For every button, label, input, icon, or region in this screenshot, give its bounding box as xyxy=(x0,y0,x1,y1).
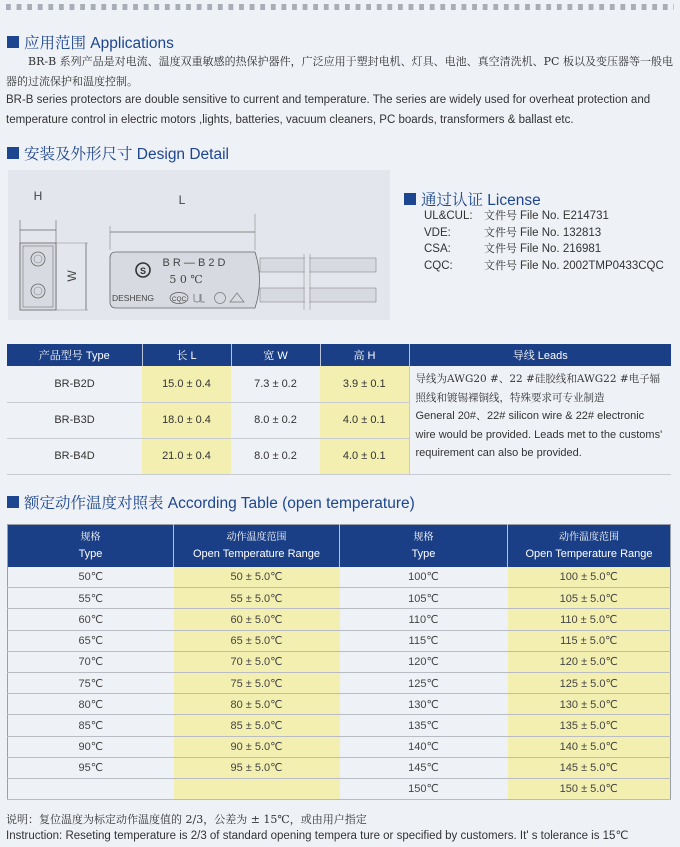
table-row xyxy=(8,757,671,778)
applications-heading xyxy=(7,31,174,53)
license-cn: 文件号 xyxy=(484,225,517,239)
cell-range: 95 ± 5.0℃ xyxy=(174,757,340,778)
table-row xyxy=(7,366,671,402)
table-row xyxy=(8,778,671,799)
cell-type: 80℃ xyxy=(8,694,174,715)
design-heading-text: 安装及外形尺寸 Design Detail xyxy=(24,146,229,163)
table-row xyxy=(8,736,671,757)
cell-range: 140 ± 5.0℃ xyxy=(508,736,671,757)
license-row xyxy=(424,258,664,275)
cell-range: 145 ± 5.0℃ xyxy=(508,757,671,778)
cell-type: 75℃ xyxy=(8,672,174,693)
cell-type: 150℃ xyxy=(340,778,508,799)
header-type-cn: 规格 xyxy=(80,531,101,543)
header-height: 高 H xyxy=(320,344,409,366)
table-row xyxy=(8,588,671,609)
license-value: File No. E214731 xyxy=(520,210,609,222)
section-square-icon xyxy=(7,496,19,508)
cell-range: 130 ± 5.0℃ xyxy=(508,694,671,715)
cell-range: 65 ± 5.0℃ xyxy=(174,630,340,651)
cell-range: 150 ± 5.0℃ xyxy=(508,778,671,799)
header-range-2 xyxy=(508,525,671,567)
label-l: L xyxy=(178,193,186,207)
license-row xyxy=(424,225,664,242)
license-row xyxy=(424,241,664,258)
table-row xyxy=(8,651,671,672)
license-key: VDE: xyxy=(424,226,451,239)
cell-type: 55℃ xyxy=(8,588,174,609)
cell-range: 105 ± 5.0℃ xyxy=(508,588,671,609)
cell-range: 125 ± 5.0℃ xyxy=(508,672,671,693)
cell-range xyxy=(174,778,340,799)
license-cn: 文件号 xyxy=(484,242,517,255)
cell-length: 15.0 ± 0.4 xyxy=(142,366,231,402)
license-key: CQC: xyxy=(424,259,453,272)
note-cn: 说明：复位温度为标定动作温度值的 2/3，公差为 ± 15℃，或由用户指定 xyxy=(6,813,367,826)
cell-type: 60℃ xyxy=(8,609,174,630)
cell-width: 8.0 ± 0.2 xyxy=(231,438,320,474)
table-row xyxy=(8,630,671,651)
license-heading xyxy=(404,188,541,210)
header-type-1 xyxy=(8,525,174,567)
note-en: Instruction: Reseting temperature is 2/3 of standard opening tempera ture or specified by customers. It' s tolerance is 15℃ xyxy=(6,830,629,842)
cell-width: 8.0 ± 0.2 xyxy=(231,402,320,438)
svg-text:S: S xyxy=(139,266,147,276)
table-row xyxy=(8,609,671,630)
license-row xyxy=(424,208,664,225)
cell-leads xyxy=(409,366,671,474)
license-key: UL&CUL: xyxy=(424,210,473,222)
cell-type: 85℃ xyxy=(8,715,174,736)
header-range-cn: 动作温度范围 xyxy=(226,531,287,543)
cell-range: 110 ± 5.0℃ xyxy=(508,609,671,630)
license-value: File No. 2002TMP0433CQC xyxy=(520,259,664,272)
cell-type: 125℃ xyxy=(340,672,508,693)
cell-height: 4.0 ± 0.1 xyxy=(320,402,409,438)
cell-type: 90℃ xyxy=(8,736,174,757)
header-range-en: Open Temperature Range xyxy=(525,547,653,560)
section-square-icon xyxy=(404,193,416,205)
table-row xyxy=(8,567,671,588)
cell-range: 85 ± 5.0℃ xyxy=(174,715,340,736)
cell-type: 140℃ xyxy=(340,736,508,757)
label-h: H xyxy=(33,189,43,203)
header-length: 长 L xyxy=(142,344,231,366)
model-marking: B R — B 2 D xyxy=(162,257,226,269)
cell-width: 7.3 ± 0.2 xyxy=(231,366,320,402)
applications-cn-text: BR-B 系列产品是对电流、温度双重敏感的热保护器件，广泛应用于塑封电机、灯具、电池、真空清洗机、PC 板以及变压器等一般电器的过流保护和温度控制。 xyxy=(6,55,673,88)
according-table xyxy=(7,524,671,800)
cell-type: 135℃ xyxy=(340,715,508,736)
cell-range: 60 ± 5.0℃ xyxy=(174,609,340,630)
cell-length: 21.0 ± 0.4 xyxy=(142,438,231,474)
license-list xyxy=(424,208,664,274)
cell-range: 75 ± 5.0℃ xyxy=(174,672,340,693)
leads-cn: 导线为AWG20 #、22 #硅胶线和AWG22 #电子辐照线和镀锡裸铜线，特殊要求可专业制造 xyxy=(415,373,661,404)
cell-range: 135 ± 5.0℃ xyxy=(508,715,671,736)
cell-type: 65℃ xyxy=(8,630,174,651)
cell-range: 100 ± 5.0℃ xyxy=(508,567,671,588)
header-leads: 导线 Leads xyxy=(409,344,671,366)
cell-height: 4.0 ± 0.1 xyxy=(320,438,409,474)
cell-range: 50 ± 5.0℃ xyxy=(174,567,340,588)
cell-range: 120 ± 5.0℃ xyxy=(508,651,671,672)
header-type-en: Type xyxy=(411,547,436,560)
table-row xyxy=(8,694,671,715)
according-heading xyxy=(7,491,415,513)
section-square-icon xyxy=(7,147,19,159)
header-width: 宽 W xyxy=(231,344,320,366)
according-heading-text: 额定动作温度对照表 According Table (open temperature) xyxy=(24,495,415,512)
header-type-cn: 规格 xyxy=(413,531,434,543)
cqc-mark-text: CQC xyxy=(171,296,187,303)
license-cn: 文件号 xyxy=(484,258,517,272)
cell-type: 110℃ xyxy=(340,609,508,630)
cell-type: 120℃ xyxy=(340,651,508,672)
product-drawing xyxy=(8,170,390,320)
cell-type: 130℃ xyxy=(340,694,508,715)
cell-type: BR-B4D xyxy=(7,438,142,474)
header-range-1 xyxy=(174,525,340,567)
table-row xyxy=(8,715,671,736)
design-heading xyxy=(7,142,229,164)
cell-range: 115 ± 5.0℃ xyxy=(508,630,671,651)
section-square-icon xyxy=(7,36,19,48)
cell-type: BR-B2D xyxy=(7,366,142,402)
license-heading-text: 通过认证 License xyxy=(421,192,541,209)
header-range-cn: 动作温度范围 xyxy=(559,531,619,543)
cell-type xyxy=(8,778,174,799)
cell-type: 95℃ xyxy=(8,757,174,778)
header-type-2 xyxy=(340,525,508,567)
cell-length: 18.0 ± 0.4 xyxy=(142,402,231,438)
header-range-en: Open Temperature Range xyxy=(193,547,320,560)
brand-marking: DESHENG xyxy=(112,293,155,303)
license-value: File No. 216981 xyxy=(520,243,602,255)
cell-height: 3.9 ± 0.1 xyxy=(320,366,409,402)
cell-type: 105℃ xyxy=(340,588,508,609)
header-type: 产品型号 Type xyxy=(7,344,142,366)
temp-marking: 5 0 ℃ xyxy=(169,273,203,286)
license-key: CSA: xyxy=(424,243,451,255)
cell-type: 100℃ xyxy=(340,567,508,588)
cell-type: 70℃ xyxy=(8,651,174,672)
license-value: File No. 132813 xyxy=(520,226,602,239)
cell-type: 145℃ xyxy=(340,757,508,778)
cell-range: 55 ± 5.0℃ xyxy=(174,588,340,609)
cell-type: 115℃ xyxy=(340,630,508,651)
design-diagram xyxy=(8,170,390,320)
cell-range: 70 ± 5.0℃ xyxy=(174,651,340,672)
top-dotted-border xyxy=(6,4,674,10)
dimensions-table xyxy=(7,344,671,475)
label-w: W xyxy=(65,270,79,282)
cell-range: 90 ± 5.0℃ xyxy=(174,736,340,757)
license-cn: 文件号 xyxy=(484,209,517,222)
cell-type: BR-B3D xyxy=(7,402,142,438)
leads-en: General 20#、22# silicon wire & 22# electronic wire would be provided. Leads met to the customs' requirement can also be provided. xyxy=(415,410,663,460)
applications-en-text: BR-B series protectors are double sensitive to current and temperature. The series are widely used for overheat protection and temperature control in electric motors ,lights, batteries, vacuum cleaners, PC boards, transformers & ballast etc. xyxy=(6,94,651,126)
cell-type: 50℃ xyxy=(8,567,174,588)
applications-heading-text: 应用范围 Applications xyxy=(24,35,174,52)
header-type-en: Type xyxy=(78,547,103,560)
cell-range: 80 ± 5.0℃ xyxy=(174,694,340,715)
table-row xyxy=(8,672,671,693)
